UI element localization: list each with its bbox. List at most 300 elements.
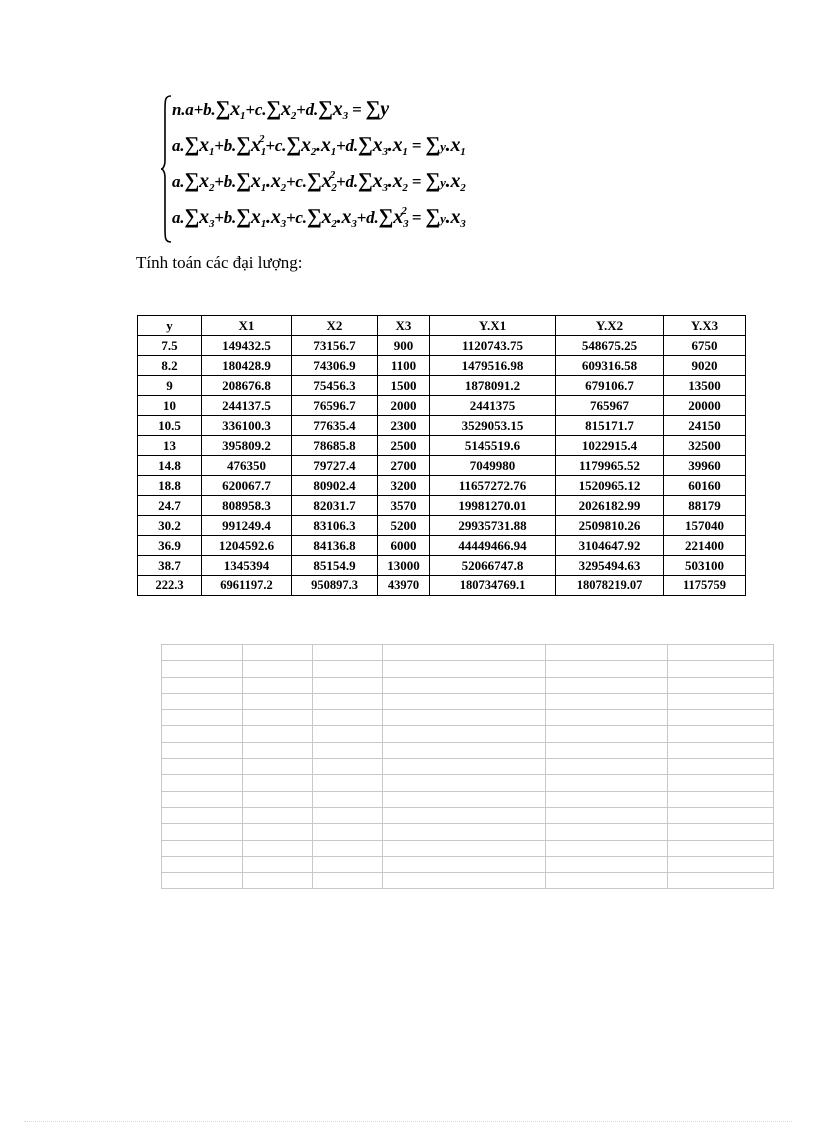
table-row — [138, 536, 746, 556]
grid-cell — [383, 775, 546, 791]
equation-term: y — [440, 139, 446, 154]
equation-term: y — [440, 175, 446, 190]
equation-term: 2 — [290, 110, 297, 122]
table-cell: 1520965.12 — [556, 476, 664, 496]
sum-symbol: ∑ — [236, 132, 251, 156]
equation-term: .x — [387, 134, 403, 156]
grid-cell — [313, 775, 383, 791]
grid-cell — [668, 807, 774, 823]
table-cell: 2700 — [378, 456, 430, 476]
page-bottom-border — [24, 1121, 792, 1122]
equation-term: y — [380, 98, 389, 120]
grid-cell — [243, 726, 313, 742]
equation-term: .x — [445, 206, 461, 228]
grid-row — [162, 824, 774, 840]
grid-cell — [668, 742, 774, 758]
table-body — [138, 336, 746, 596]
table-cell: 1479516.98 — [430, 356, 556, 376]
grid-row — [162, 759, 774, 775]
grid-row — [162, 807, 774, 823]
equation-term: 1 — [260, 182, 267, 194]
table-cell: 815171.7 — [556, 416, 664, 436]
table-cell: 1022915.4 — [556, 436, 664, 456]
equation-term: .x — [266, 206, 281, 228]
table-row — [138, 476, 746, 496]
grid-cell — [243, 807, 313, 823]
table-cell: 2441375 — [430, 396, 556, 416]
equation-term: 2 — [280, 182, 286, 194]
equation-term: 2 — [402, 182, 408, 194]
total-cell: 1175759 — [664, 576, 746, 596]
column-header: Y.X3 — [664, 316, 746, 336]
grid-cell — [162, 824, 243, 840]
table-cell: 808958.3 — [202, 496, 292, 516]
grid-cell — [243, 824, 313, 840]
table-cell: 503100 — [664, 556, 746, 576]
equation-term: 1 — [330, 146, 337, 158]
grid-row — [162, 873, 774, 889]
grid-cell — [546, 726, 668, 742]
grid-cell — [162, 873, 243, 889]
table-cell: 3529053.15 — [430, 416, 556, 436]
grid-cell — [243, 840, 313, 856]
grid-cell — [313, 856, 383, 872]
equation-term: +d. — [356, 208, 379, 227]
sum-symbol: ∑ — [215, 96, 231, 120]
table-cell: 620067.7 — [202, 476, 292, 496]
equation-term: 3 — [382, 182, 388, 194]
table-cell: 765967 — [556, 396, 664, 416]
grid-cell — [162, 677, 243, 693]
table-cell: 84136.8 — [292, 536, 378, 556]
table-cell: 76596.7 — [292, 396, 378, 416]
grid-cell — [162, 726, 243, 742]
grid-cell — [243, 710, 313, 726]
table-cell: 2509810.26 — [556, 516, 664, 536]
table-cell: 2500 — [378, 436, 430, 456]
equation-term: +c. — [285, 172, 307, 191]
equation-term: 2 — [329, 169, 336, 181]
grid-row — [162, 856, 774, 872]
equation-term: = — [407, 172, 426, 191]
equation-term: a. — [172, 208, 185, 227]
grid-cell — [162, 807, 243, 823]
table-cell: 75456.3 — [292, 376, 378, 396]
equation-term: a. — [172, 172, 185, 191]
sum-symbol: ∑ — [266, 96, 282, 120]
column-header: Y.X2 — [556, 316, 664, 336]
equation-system — [160, 94, 560, 244]
grid-cell — [668, 759, 774, 775]
equation-term: +b. — [214, 208, 237, 227]
grid-cell — [546, 661, 668, 677]
equation-line-3 — [172, 168, 466, 194]
table-cell: 3295494.63 — [556, 556, 664, 576]
table-cell: 3104647.92 — [556, 536, 664, 556]
equation-term: x — [199, 134, 209, 156]
grid-cell — [313, 645, 383, 661]
grid-cell — [383, 873, 546, 889]
grid-cell — [313, 710, 383, 726]
table-cell: 73156.7 — [292, 336, 378, 356]
grid-cell — [668, 775, 774, 791]
table-row — [138, 376, 746, 396]
table-cell: 24.7 — [138, 496, 202, 516]
equation-term: .x — [445, 170, 461, 192]
table-header-row — [138, 316, 746, 336]
grid-row — [162, 645, 774, 661]
grid-cell — [162, 661, 243, 677]
grid-cell — [243, 791, 313, 807]
table-cell: 149432.5 — [202, 336, 292, 356]
grid-cell — [383, 726, 546, 742]
table-cell: 18.8 — [138, 476, 202, 496]
table-cell: 85154.9 — [292, 556, 378, 576]
grid-cell — [383, 742, 546, 758]
table-cell: 39960 — [664, 456, 746, 476]
table-cell: 157040 — [664, 516, 746, 536]
grid-cell — [162, 759, 243, 775]
equation-term: 2 — [331, 182, 337, 194]
equation-term: 3 — [208, 218, 215, 230]
equation-term: x — [199, 170, 209, 192]
grid-cell — [162, 840, 243, 856]
total-cell: 6961197.2 — [202, 576, 292, 596]
table-cell: 679106.7 — [556, 376, 664, 396]
table-cell: 14.8 — [138, 456, 202, 476]
equation-term: 3 — [460, 218, 466, 230]
table-row — [138, 456, 746, 476]
table-cell: 1204592.6 — [202, 536, 292, 556]
grid-cell — [313, 693, 383, 709]
table-cell: 83106.3 — [292, 516, 378, 536]
equation-line-2 — [172, 132, 466, 158]
sum-symbol: ∑ — [425, 132, 441, 156]
equation-term: x — [301, 134, 311, 156]
equation-term: 3 — [351, 218, 357, 230]
table-cell: 221400 — [664, 536, 746, 556]
table-cell: 609316.58 — [556, 356, 664, 376]
table-row — [138, 516, 746, 536]
table-row — [138, 556, 746, 576]
equation-term: +b. — [214, 136, 237, 155]
grid-row — [162, 742, 774, 758]
equation-term: +c. — [285, 208, 307, 227]
grid-cell — [668, 661, 774, 677]
table-cell: 77635.4 — [292, 416, 378, 436]
grid-row — [162, 693, 774, 709]
equation-term: 2 — [310, 146, 317, 158]
table-cell: 1878091.2 — [430, 376, 556, 396]
table-cell: 13000 — [378, 556, 430, 576]
sum-symbol: ∑ — [286, 132, 301, 156]
table-total-row — [138, 576, 746, 596]
table-cell: 8.2 — [138, 356, 202, 376]
sum-symbol: ∑ — [357, 132, 373, 156]
table-cell: 44449466.94 — [430, 536, 556, 556]
grid-cell — [243, 775, 313, 791]
sum-symbol: ∑ — [236, 168, 251, 192]
grid-cell — [243, 677, 313, 693]
equation-term: x — [250, 170, 261, 192]
grid-cell — [668, 677, 774, 693]
table-row — [138, 356, 746, 376]
equation-term: .x — [316, 134, 331, 156]
equation-term: .x — [266, 170, 281, 192]
table-cell: 10 — [138, 396, 202, 416]
table-row — [138, 496, 746, 516]
grid-cell — [383, 856, 546, 872]
sum-symbol: ∑ — [184, 204, 200, 228]
sum-symbol: ∑ — [365, 96, 381, 120]
column-header: y — [138, 316, 202, 336]
grid-cell — [243, 759, 313, 775]
grid-cell — [668, 873, 774, 889]
equation-term: 2 — [401, 205, 407, 217]
grid-cell — [546, 791, 668, 807]
grid-cell — [243, 856, 313, 872]
table-cell: 336100.3 — [202, 416, 292, 436]
grid-cell — [162, 710, 243, 726]
grid-row — [162, 677, 774, 693]
table-cell: 88179 — [664, 496, 746, 516]
equation-term: y — [440, 211, 446, 226]
table-cell: 6000 — [378, 536, 430, 556]
grid-row — [162, 791, 774, 807]
grid-cell — [243, 645, 313, 661]
equation-term: x — [199, 206, 209, 228]
grid-cell — [313, 840, 383, 856]
sum-symbol: ∑ — [236, 204, 251, 228]
grid-cell — [383, 824, 546, 840]
table-cell: 9020 — [664, 356, 746, 376]
grid-cell — [668, 840, 774, 856]
table-cell: 13500 — [664, 376, 746, 396]
table-cell: 20000 — [664, 396, 746, 416]
grid-cell — [546, 873, 668, 889]
table-cell: 2300 — [378, 416, 430, 436]
grid-cell — [546, 693, 668, 709]
grid-cell — [313, 759, 383, 775]
equation-term: x — [321, 206, 332, 228]
grid-cell — [313, 807, 383, 823]
grid-cell — [546, 645, 668, 661]
column-header: X1 — [202, 316, 292, 336]
grid-cell — [313, 873, 383, 889]
equation-term: .x — [445, 134, 461, 156]
grid-cell — [162, 645, 243, 661]
grid-cell — [383, 759, 546, 775]
grid-row — [162, 726, 774, 742]
table-cell: 2026182.99 — [556, 496, 664, 516]
table-cell: 208676.8 — [202, 376, 292, 396]
grid-cell — [383, 710, 546, 726]
equation-term: x — [321, 170, 332, 192]
equation-term: x — [281, 98, 291, 120]
grid-cell — [668, 856, 774, 872]
column-header: Y.X1 — [430, 316, 556, 336]
table-cell: 1120743.75 — [430, 336, 556, 356]
table-cell: 24150 — [664, 416, 746, 436]
equation-term: x — [372, 134, 383, 156]
table-cell: 900 — [378, 336, 430, 356]
sum-symbol: ∑ — [425, 204, 441, 228]
equation-term: +b. — [214, 172, 237, 191]
equation-term: 1 — [402, 146, 408, 158]
equation-term: x — [393, 206, 404, 228]
table-cell: 395809.2 — [202, 436, 292, 456]
column-header: X2 — [292, 316, 378, 336]
grid-cell — [243, 693, 313, 709]
equation-term: n.a+b. — [172, 100, 216, 119]
equation-term: = — [347, 100, 366, 119]
table-cell: 60160 — [664, 476, 746, 496]
equation-term: 3 — [382, 146, 388, 158]
grid-cell — [546, 856, 668, 872]
equation-term: 3 — [403, 218, 409, 230]
table-cell: 29935731.88 — [430, 516, 556, 536]
equation-term: +d. — [296, 100, 318, 119]
equation-line-4 — [172, 204, 466, 230]
table-row — [138, 416, 746, 436]
equation-term: 2 — [259, 133, 265, 145]
table-cell: 79727.4 — [292, 456, 378, 476]
equation-term: x — [250, 206, 261, 228]
table-cell: 7049980 — [430, 456, 556, 476]
grid-cell — [546, 759, 668, 775]
grid-cell — [313, 661, 383, 677]
total-cell: 180734769.1 — [430, 576, 556, 596]
equation-term: +d. — [336, 172, 358, 191]
left-brace-icon — [160, 94, 172, 244]
table-cell: 991249.4 — [202, 516, 292, 536]
table-cell: 5200 — [378, 516, 430, 536]
grid-cell — [383, 693, 546, 709]
equation-line-1 — [172, 96, 389, 122]
empty-grid — [161, 644, 774, 889]
table-cell: 180428.9 — [202, 356, 292, 376]
sum-symbol: ∑ — [306, 204, 322, 228]
equation-term: .x — [387, 170, 403, 192]
sum-symbol: ∑ — [184, 168, 200, 192]
equation-term: = — [407, 208, 426, 227]
grid-cell — [162, 693, 243, 709]
equation-term: 1 — [240, 110, 246, 122]
grid-cell — [313, 824, 383, 840]
total-cell: 43970 — [378, 576, 430, 596]
table-cell: 548675.25 — [556, 336, 664, 356]
equation-term: x — [372, 170, 383, 192]
section-heading: Tính toán các đại lượng: — [136, 253, 303, 272]
grid-row — [162, 775, 774, 791]
table-cell: 1100 — [378, 356, 430, 376]
table-cell: 82031.7 — [292, 496, 378, 516]
grid-cell — [383, 840, 546, 856]
grid-cell — [243, 742, 313, 758]
table-cell: 30.2 — [138, 516, 202, 536]
equation-term: 3 — [280, 218, 286, 230]
grid-cell — [313, 742, 383, 758]
grid-cell — [668, 693, 774, 709]
sum-symbol: ∑ — [357, 168, 373, 192]
equation-term: 2 — [208, 182, 215, 194]
table-cell: 52066747.8 — [430, 556, 556, 576]
grid-row — [162, 661, 774, 677]
equation-term: 2 — [331, 218, 337, 230]
table-cell: 1345394 — [202, 556, 292, 576]
table-cell: 3570 — [378, 496, 430, 516]
table-cell: 78685.8 — [292, 436, 378, 456]
grid-cell — [546, 710, 668, 726]
equation-term: 1 — [208, 146, 215, 158]
grid-cell — [383, 677, 546, 693]
grid-cell — [162, 856, 243, 872]
sum-symbol: ∑ — [184, 132, 200, 156]
grid-cell — [383, 661, 546, 677]
grid-cell — [162, 791, 243, 807]
table-cell: 10.5 — [138, 416, 202, 436]
table-row — [138, 336, 746, 356]
grid-cell — [546, 775, 668, 791]
equation-term: x — [332, 98, 343, 120]
table-cell: 1500 — [378, 376, 430, 396]
grid-cell — [668, 824, 774, 840]
grid-cell — [668, 710, 774, 726]
table-row — [138, 436, 746, 456]
grid-cell — [243, 661, 313, 677]
table-cell: 5145519.6 — [430, 436, 556, 456]
table-cell: 80902.4 — [292, 476, 378, 496]
equation-term: 1 — [460, 146, 466, 158]
equation-term: 1 — [260, 146, 267, 158]
grid-cell — [383, 807, 546, 823]
total-cell: 950897.3 — [292, 576, 378, 596]
table-cell: 36.9 — [138, 536, 202, 556]
sum-symbol: ∑ — [318, 96, 333, 120]
grid-row — [162, 840, 774, 856]
equation-term: +c. — [265, 136, 287, 155]
table-cell: 476350 — [202, 456, 292, 476]
grid-cell — [313, 726, 383, 742]
table-row — [138, 396, 746, 416]
grid-cell — [546, 677, 668, 693]
equation-term: x — [230, 98, 241, 120]
total-cell: 222.3 — [138, 576, 202, 596]
equation-term: 3 — [342, 110, 348, 122]
grid-cell — [546, 840, 668, 856]
equation-term: +c. — [245, 100, 267, 119]
grid-cell — [162, 742, 243, 758]
equation-term: x — [250, 134, 261, 156]
grid-cell — [243, 873, 313, 889]
grid-cell — [668, 726, 774, 742]
table-cell: 7.5 — [138, 336, 202, 356]
table-cell: 74306.9 — [292, 356, 378, 376]
table-cell: 6750 — [664, 336, 746, 356]
grid-cell — [383, 645, 546, 661]
table-cell: 9 — [138, 376, 202, 396]
table-cell: 11657272.76 — [430, 476, 556, 496]
grid-cell — [313, 791, 383, 807]
grid-cell — [668, 791, 774, 807]
sum-symbol: ∑ — [425, 168, 441, 192]
grid-cell — [668, 645, 774, 661]
table-cell: 244137.5 — [202, 396, 292, 416]
equation-term: a. — [172, 136, 185, 155]
data-table — [137, 315, 746, 596]
table-cell: 19981270.01 — [430, 496, 556, 516]
table-cell: 2000 — [378, 396, 430, 416]
